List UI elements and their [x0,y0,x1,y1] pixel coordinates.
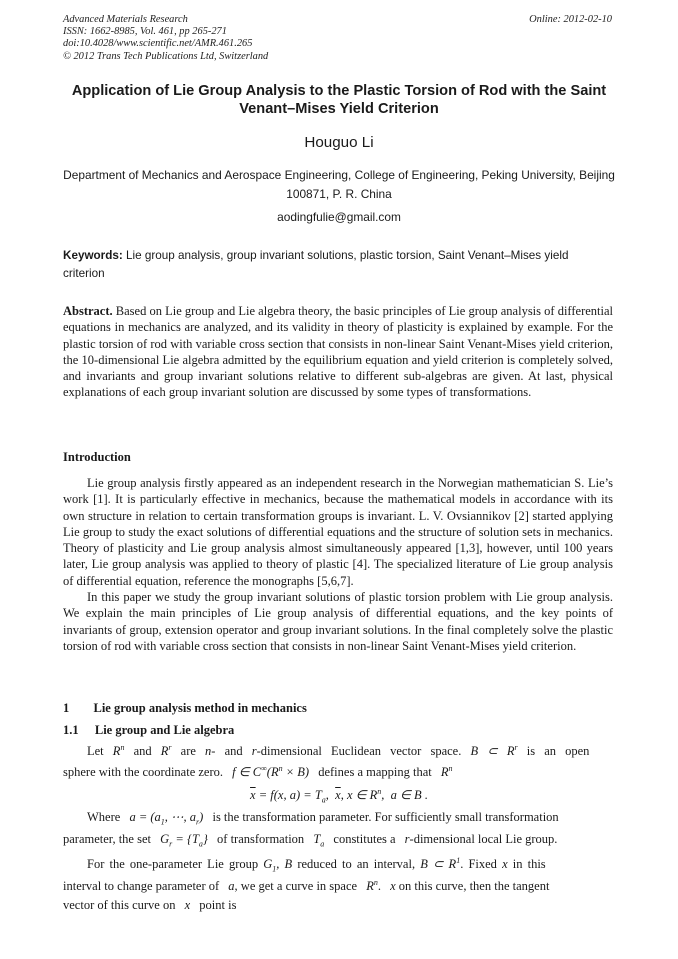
body-line-7 [63,898,613,913]
body-text: constitutes a [333,832,396,846]
body-text: is the transformation parameter. For sufficiently small transformation [212,810,559,824]
body-text: point is [199,898,237,912]
body-line-3 [63,809,613,827]
section-1-number: 1 [63,701,70,715]
affiliation: Department of Mechanics and Aerospace Engineering, College of Engineering, Peking University, Beijing 100871, P. R. China [63,168,615,201]
journal-meta [63,14,268,63]
math-x: x [502,857,508,872]
math-x: x [390,879,396,894]
paper-title: Application of Lie Group Analysis to the Plastic Torsion of Rod with the Saint Venant–Mises Yield Criterion [71,83,607,117]
subsection-1-1-heading [63,723,234,738]
math-b-subset-r1: B ⊂ $R^1$ [420,856,461,872]
subsection-1-1-title: Lie group and Lie algebra [94,723,235,737]
keywords-label: Keywords: [63,249,123,262]
body-text: . Fixed [460,857,497,872]
section-1-title: Lie group analysis method in mechanics [93,701,307,715]
keywords-text: Lie group analysis, group invariant solutions, plastic torsion, Saint Venant–Mises yield criterion [63,249,569,280]
math-rn: $R^n$ [440,764,453,780]
body-line-2 [63,764,613,780]
intro-heading: Introduction [63,450,131,464]
body-text: on this curve, then the tangent [398,879,550,894]
journal-name: Advanced Materials Research [63,14,188,25]
body-text: vector of this curve on [63,898,176,912]
body-text: and [133,744,152,759]
section-1-heading [63,701,307,716]
intro-body [63,475,613,654]
author-email[interactable]: aodingfulie@gmail.com [277,210,401,224]
body-text: interval to change parameter of [63,879,220,894]
body-text: - and [211,744,243,759]
math-x: x [184,898,191,912]
abstract-block [63,303,613,401]
body-text: is an open [526,744,590,759]
math-gr-set: $G_r = \{T_a\}$ [160,832,208,849]
math-a: a [228,879,235,894]
math-equation: $\overline{x} = f(x$, $a) = T_a$, $\overline{x}$, x ∈ $R^n$, a ∈ B . [250,787,428,805]
issn: ISSN: 1662-8985, Vol. 461, pp 265-271 [63,26,227,38]
math-rr: $R^r$ [160,743,172,759]
author-name: Houguo Li [304,134,374,151]
intro-paragraph-1: Lie group analysis firstly appeared as an independent research in the Norwegian mathematician S. Lie’s work [1]. It is particularly effective in mechanics, because the mathematical models in accordance with its own structure in relation to certain transformation groups is invariant. L. V. Ovsiannikov [2] started applying Lie group to study the exact solutions of differential equations and the structure of solution sets in mechanics. Theory of plasticity and Lie group analysis almost simultaneously appeared [1,3], however, until 100 years later, Lie group analysis was applied to theory of plastic [4]. The specialized literature of Lie group analysis of differential equation, reference the monographs [5,6,7]. [63,476,613,588]
body-text: Let [87,744,104,759]
body-text: parameter, the set [63,832,151,846]
math-rn: $R^n$ [112,743,125,759]
body-line-6: interval to change parameter of a, we get a curve in space $R^n$. x on this curve, then the tangent [63,878,550,894]
body-line-1 [63,743,613,759]
abstract-text: Based on Lie group and Lie algebra theory, the basic principles of Lie group analysis of differential equations in mechanics are analyzed, and its validity in theory of plasticity is explained by example. For the plastic torsion of rod with variable cross section that consists in non-linear Saint Venant-Mises yield criterion, the 10-dimensional Lie algebra admitted by the equilibrium equation and yield criterion is completely solved, and invariants and group invariant solutions relative to different sub-algebras are given. At last, physical explanations of each group invariant solution are discussed by some types of transformations. [63,304,614,400]
math-r: r [251,744,257,759]
body-text: are [180,744,196,759]
doi[interactable]: doi:10.4028/www.scientific.net/AMR.461.265 [63,38,253,50]
abstract-label: Abstract. [63,304,113,318]
body-text: For the one-parameter Lie group [87,857,259,872]
math-rn: $R^n$ [366,878,378,894]
body-text: -dimensional Euclidean vector space. [256,744,462,759]
copyright: © 2012 Trans Tech Publications Ltd, Switzerland [63,50,269,62]
online-date-text: Online: 2012-02-10 [529,14,612,25]
body-text: of transformation [217,832,305,846]
subsection-1-1-number: 1.1 [63,723,79,737]
keywords-block [63,247,613,283]
equation-transform [0,787,678,805]
math-ta: $T_a$ [313,832,325,849]
online-date [529,14,612,26]
email-line [0,210,678,224]
math-a-vector: $a = (a_1$, ⋯, $a_r$) [129,810,204,827]
math-r: r [404,832,410,846]
math-b-subset: B ⊂ $R^r$ [470,743,518,759]
body-text: , we get a curve in space [234,879,358,894]
math-f-smooth: f ∈ $C^\infty(R^n \times B)$ [232,764,310,780]
body-text: -dimensional local Lie group. [409,832,558,846]
body-text: defines a mapping that [318,765,432,780]
body-text: in this [512,857,546,872]
body-line-5 [63,856,613,874]
math-g1: $G_1$, B [263,857,293,874]
body-line-4 [63,832,613,849]
body-text: sphere with the coordinate zero. [63,765,224,780]
body-text: Where [87,810,121,824]
math-n: n [205,744,212,759]
body-text: reduced to an interval, [297,857,416,872]
intro-paragraph-2: In this paper we study the group invariant solutions of plastic torsion problem with Lie group analysis. We explain the main principles of Lie group analysis of differential equations, and the key points of invariants of group, extension operator and group invariant solutions. In the final completely solve the plastic torsion of rod with variable cross section that consists in non-linear Saint Venant-Mises yield criterion. [63,590,613,653]
